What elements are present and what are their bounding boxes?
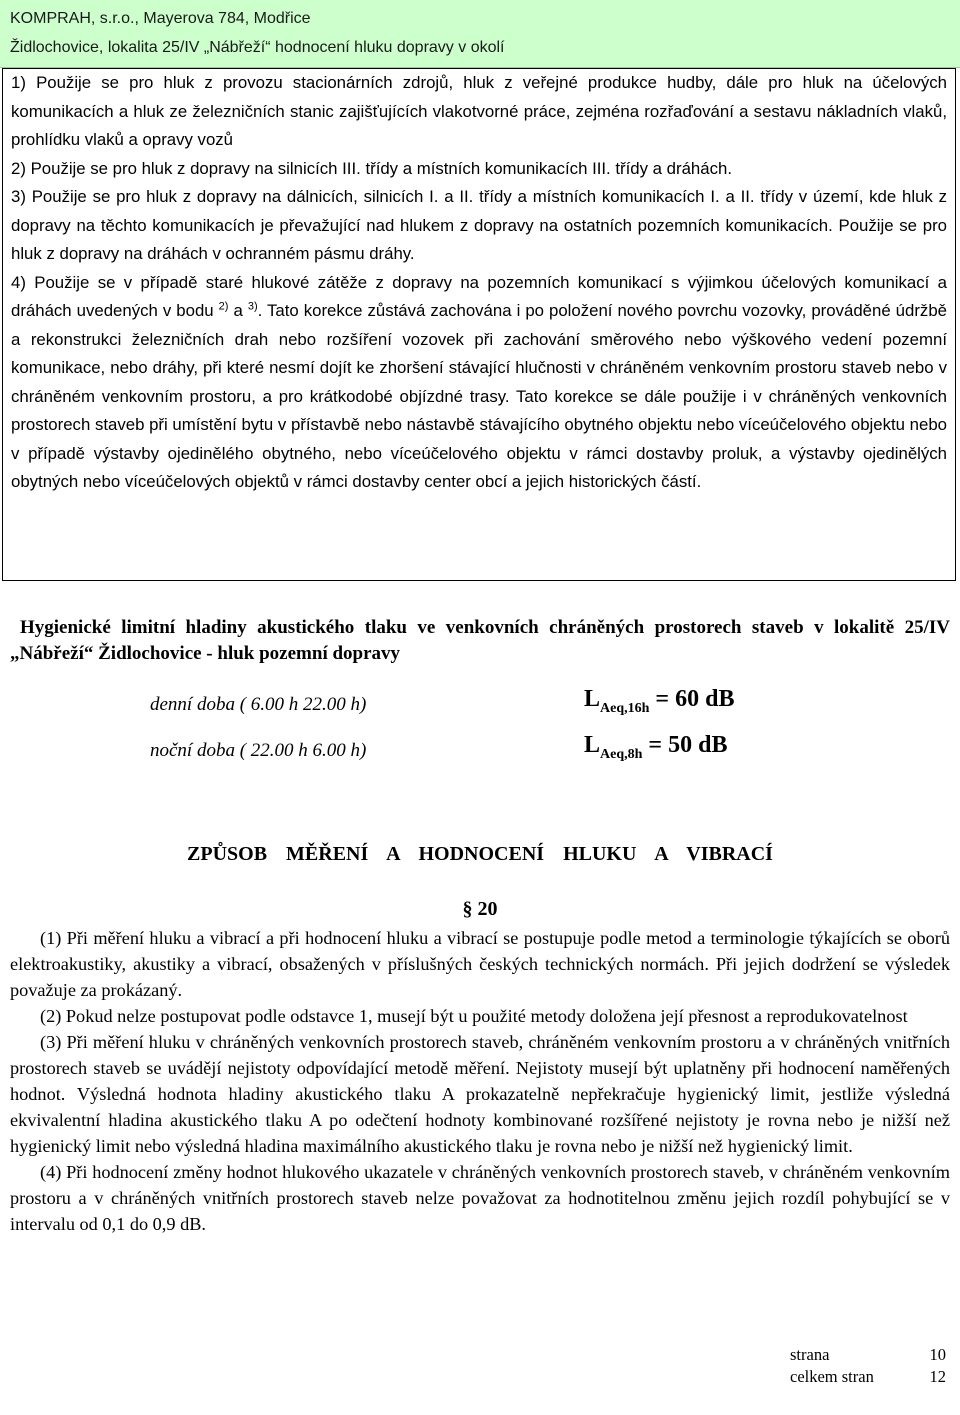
note-2: 2) Použije se pro hluk z dopravy na silnicích III. třídy a místních komunikacích III. třídy a dráhách. [11,158,732,178]
paragraph-3: (3) Při měření hluku v chráněných venkovních prostorech staveb, chráněném venkovním prostoru a v chráněných vnitřních prostorech staveb se uvádějí nejistoty odpovídající metodě měření. Nejistoty musejí být uplatněny při hodnocení naměřených hodnot. Výsledná hodnota hladiny akustického tlaku A prokazatelně nepřekračuje hygienický limit, jestliže výsledná ekvivalentní hladina akustického tlaku A po odečtení hodnoty kombinované rozšířené nejistoty je rovna nebo je nižší než hygienický limit nebo výsledná hladina maximálního akustického tlaku je rovna nebo je nižší než hygienický limit. [10,1032,950,1156]
limit-day-sub: Aeq,16h [600,700,650,716]
note-4-mid: a [233,301,243,320]
page-header [0,0,960,68]
limit-night-sub: Aeq,8h [600,746,643,762]
limit-night-db: = 50 dB [648,732,728,758]
note-4 [11,269,947,497]
footer-total-number: 12 [929,1367,946,1386]
footer-total-label: celkem stran [790,1367,874,1386]
note-3: 3) Použije se pro hluk z dopravy na dálnicích, silnicích I. a II. třídy a místních komunikacích I. a II. třídy v území, kde hluk z dopravy na těchto komunikacích je převažující nad hlukem z dopravy na ostatních pozemních komunikacích. Použije se pro hluk z dopravy na dráhách v ochranném pásmu dráhy. [11,187,947,263]
limit-day-symbol: L [584,686,601,712]
limit-night-label: noční doba ( 22.00 h 6.00 h) [150,740,367,761]
paragraph-body [10,925,950,1237]
limit-day-value [584,686,734,717]
limits-title: Hygienické limitní hladiny akustického tlaku ve venkovních chráněných prostorech staveb v lokalitě 25/IV „Nábřeží“ Židlochovice - hluk pozemní dopravy [10,617,950,664]
limit-night-symbol: L [584,732,601,758]
paragraph-1: (1) Při měření hluku a vibrací a při hodnocení hluku a vibrací se postupuje podle metod a terminologie týkajících se oborů elektroakustiky, akustiky a vibrací, obsažených v příslušných českých technických normách. Při jejich dodržení se výsledek považuje za prokázaný. [10,928,950,1000]
limit-row-day [150,686,850,740]
page-footer [790,1344,950,1388]
note-1: 1) Použije se pro hluk z provozu stacionárních zdrojů, hluk z veřejné produkce hudby, dále pro hluk na účelových komunikacích a hluk ze železničních stanic zajišťujících vlakotvorné práce, zejména rozřaďování a sestavu nákladních vlaků, prohlídku vlaků a opravy vozů [11,73,947,149]
paragraph-4: (4) Při hodnocení změny hodnot hlukového ukazatele v chráněných venkovních prostorech staveb, v chráněném venkovním prostoru a v chráněných vnitřních prostorech staveb nelze považovat za hodnotitelnou změnu jejich rozdíl pohybující se v intervalu od 0,1 do 0,9 dB. [10,1162,950,1234]
limit-night-value [584,732,727,763]
paragraph-2: (2) Pokud nelze postupovat podle odstavce 1, musejí být u použité metody doložena její přesnost a reprodukovatelnost [40,1006,908,1026]
note-4-end: . Tato korekce zůstává zachována i po položení nového povrchu vozovky, prováděné údržbě a rekonstrukci železničních drah nebo rozšíření vozovek při zachování směrového nebo výškového vedení pozemní komunikace, nebo dráhy, při které nesmí dojít ke zhoršení stávající hlučnosti v chráněném venkovním prostoru staveb nebo v chráněném venkovním prostoru, a pro krátkodobé objízdné trasy. Tato korekce se dále použije i v chráněných venkovních prostorech staveb při umístění bytu v přístavbě nebo nástavbě stávajícího obytného objektu nebo víceúčelového objektu nebo v případě výstavby ojedinělého obytného, nebo víceúčelového objektu v rámci dostavby proluk, a výstavby ojedinělých obytných nebo víceúčelových objektů v rámci dostavby center obcí a jejich historických částí. [11,301,947,491]
notes-box [2,68,956,581]
note-4-ref-2: 2) [218,300,229,313]
limit-day-label: denní doba ( 6.00 h 22.00 h) [150,694,367,715]
limit-day-db: = 60 dB [655,686,735,712]
header-project: Židlochovice, lokalita 25/IV „Nábřeží“ hodnocení hluku dopravy v okolí [10,39,505,56]
section-title: ZPŮSOB MĚŘENÍ A HODNOCENÍ HLUKU A VIBRACÍ [187,843,773,865]
footer-page-label: strana [790,1345,830,1364]
header-company: KOMPRAH, s.r.o., Mayerova 784, Modřice [10,10,311,27]
note-4-start: 4) Použije se v případě staré hlukové zátěže z dopravy na pozemních komunikací s výjimkou účelových komunikací a dráhách uvedených v bodu [11,272,947,320]
paragraph-number: § 20 [462,898,498,920]
footer-page-row [790,1344,950,1366]
limits-table [150,686,850,786]
footer-total-row [790,1366,950,1388]
limit-row-night [150,732,850,786]
footer-page-number: 10 [929,1345,946,1364]
note-4-ref-3: 3) [247,300,258,313]
